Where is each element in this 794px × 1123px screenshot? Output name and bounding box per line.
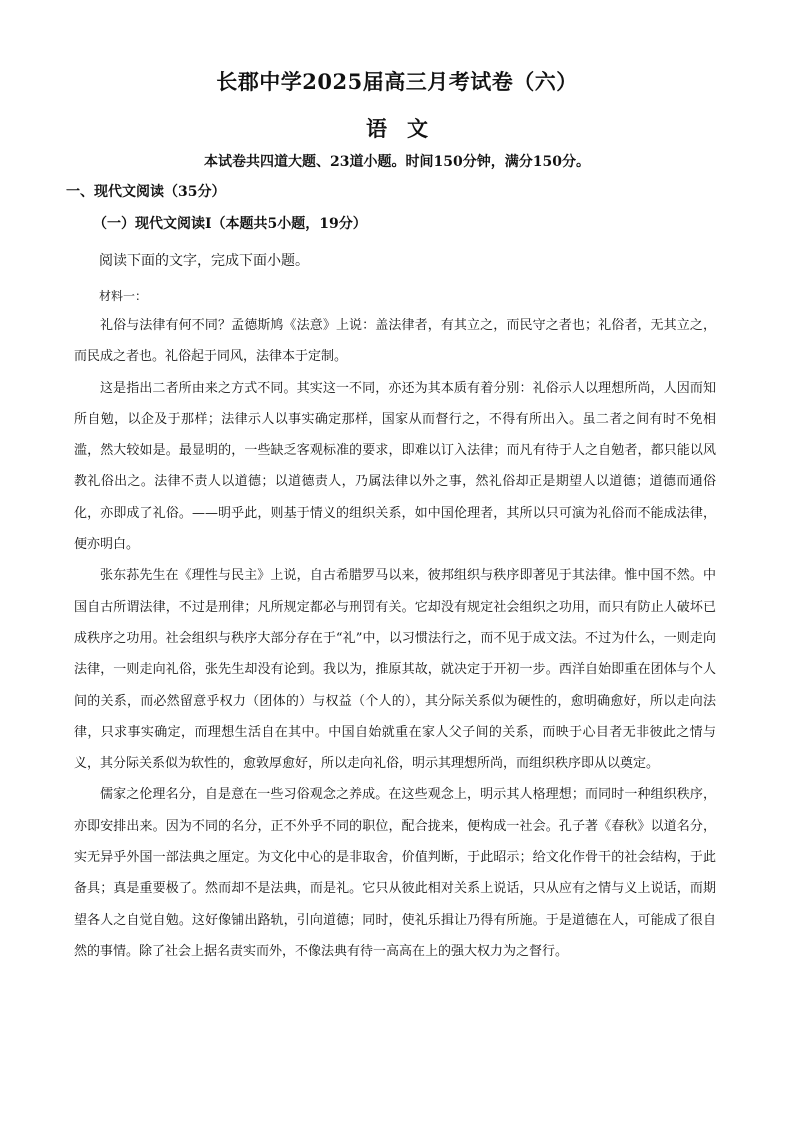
passage-paragraph: 礼俗与法律有何不同？孟德斯鸠《法意》上说：盖法律者，有其立之，而民守之者也；礼俗者，无其立之，而民成之者也。礼俗起于同风，法律本于定制。 [74,318,716,365]
passage-paragraph: 儒家之伦理名分，自是意在一些习俗观念之养成。在这些观念上，明示其人格理想；而同时一种组织秩序，亦即安排出来。因为不同的名分，正不外乎不同的职位，配合拢来，便构成一社会。孔子著《春秋》以道名分，实无异乎外国一部法典之厘定。为文化中心的是非取舍，价值判断，于此昭示；给文化作骨干的社会结构，于此备具；真是重要极了。然而却不是法典，而是礼。它只从彼此相对关系上说话，只从应有之情与义上说话，而期望各人之自觉自勉。这好像铺出路轨，引向道德；同时，使礼乐揖让乃得有所施。于是道德在人，可能成了很自然的事情。除了社会上据名责实而外，不像法典有待一高高在上的强大权力为之督行。 [74,787,716,959]
subject-title: 语文 [366,116,448,141]
passage-paragraph: 张东荪先生在《理性与民主》上说，自古希腊罗马以来，彼邦组织与秩序即著见于其法律。惟中国不然。中国自古所谓法律，不过是刑律；凡所规定都必与刑罚有关。它却没有规定社会组织之功用，而只有防止人破坏已成秩序之功用。社会组织与秩序大部分存在于“礼”中，以习惯法行之，而不见于成文法。不过为什么，一则走向法律，一则走向礼俗，张先生却没有论到。我以为，推原其故，就决定于开初一步。西洋自始即重在团体与个人间的关系，而必然留意乎权力（团体的）与权益（个人的），其分际关系似为硬性的，愈明确愈好，所以走向法律，只求事实确定，而理想生活自在其中。中国自始就重在家人父子间的关系，而映于心目者无非彼此之情与义，其分际关系似为软性的，愈敦厚愈好，所以走向礼俗，明示其理想所尚，而组织秩序即从以奠定。 [74,568,716,772]
section-heading: 一、现代文阅读（35分） [66,184,226,200]
passage-body [74,310,716,967]
reading-instruction: 阅读下面的文字，完成下面小题。 [99,253,309,269]
passage-paragraph: 这是指出二者所由来之方式不同。其实这一不同，亦还为其本质有着分别：礼俗示人以理想所尚，人因而知所自勉，以企及于那样；法律示人以事实确定那样，国家从而督行之，不得有所出入。虽二者之间有时不免相滥，然大较如是。最显明的，一些缺乏客观标准的要求，即难以订入法律；而凡有待于人之自勉者，都只能以风教礼俗出之。法律不责人以道德；以道德责人，乃属法律以外之事，然礼俗却正是期望人以道德；道德而通俗化，亦即成了礼俗。——明乎此，则基于情义的组织关系，如中国伦理者，其所以只可演为礼俗而不能成法律，便亦明白。 [74,380,716,553]
material-label: 材料一： [99,289,148,303]
exam-title: 长郡中学2025届高三月考试卷（六） [216,69,578,94]
subsection-heading: （一）现代文阅读Ⅰ（本题共5小题，19分） [93,216,367,232]
exam-instructions: 本试卷共四道大题、23道小题。时间150分钟，满分150分。 [204,154,590,170]
